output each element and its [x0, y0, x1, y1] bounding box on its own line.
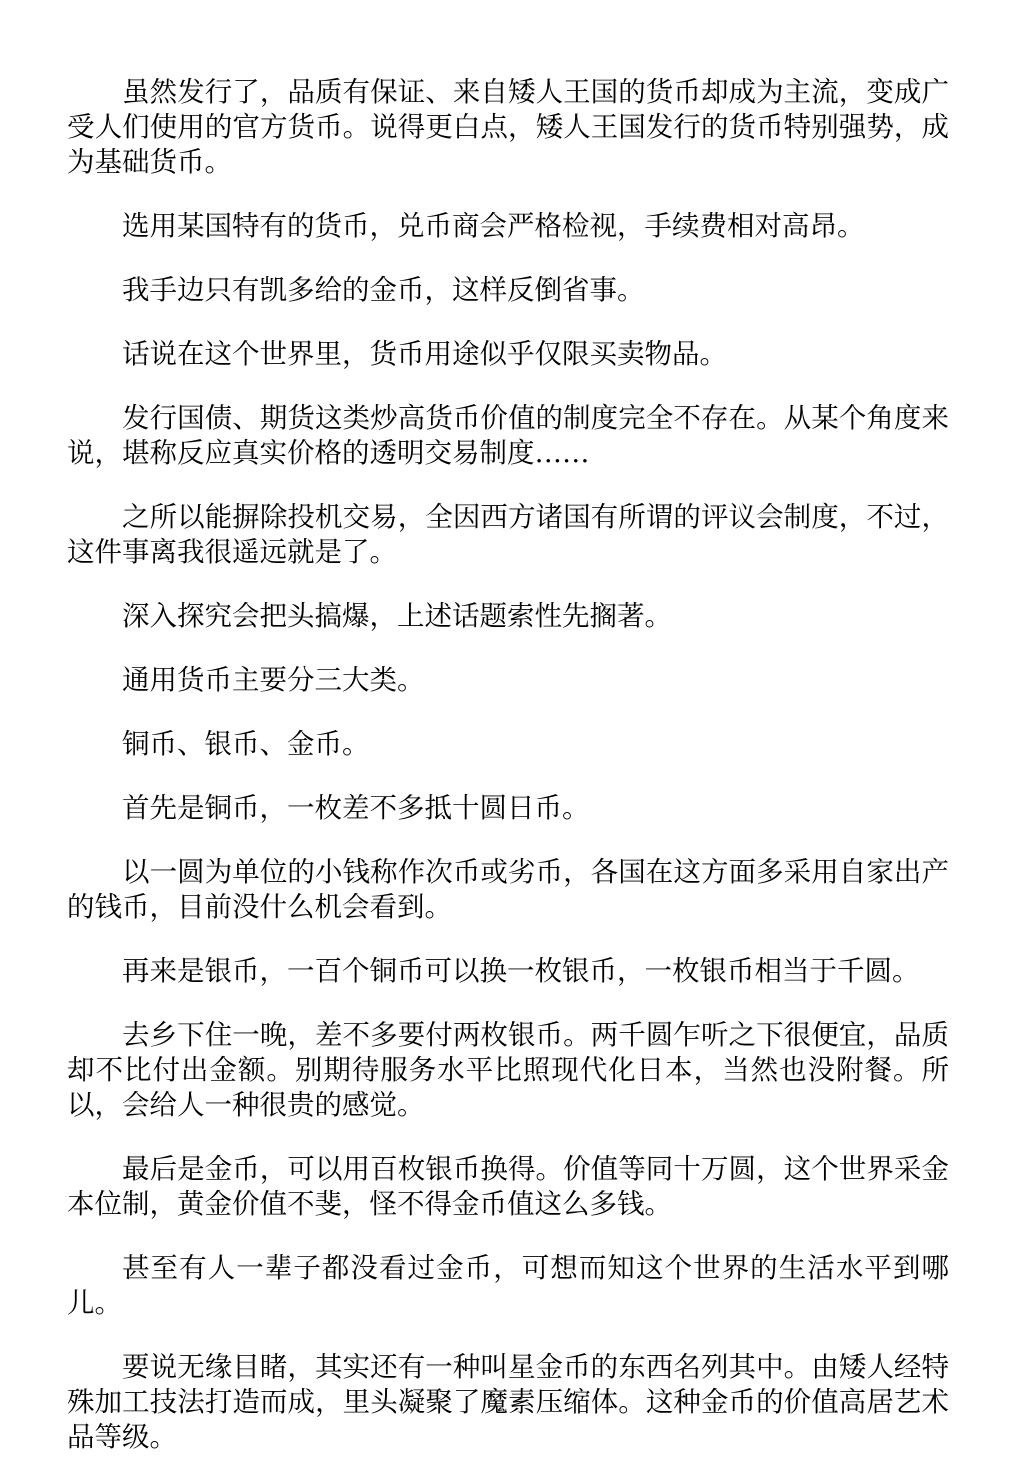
paragraph: 之所以能摒除投机交易，全因西方诸国有所谓的评议会制度，不过，这件事离我很遥远就是了。 — [67, 501, 949, 568]
paragraph: 虽然发行了，品质有保证、来自矮人王国的货币却成为主流，变成广受人们使用的官方货币。说得更白点，矮人王国发行的货币特别强势，成为基础货币。 — [67, 76, 949, 178]
paragraph: 以一圆为单位的小钱称作次币或劣币，各国在这方面多采用自家出产的钱币，目前没什么机会看到。 — [67, 856, 949, 923]
paragraph: 甚至有人一辈子都没看过金币，可想而知这个世界的生活水平到哪儿。 — [67, 1252, 949, 1319]
paragraph: 选用某国特有的货币，兑币商会严格检视，手续费相对高昂。 — [122, 210, 865, 242]
paragraph: 我手边只有凯多给的金币，这样反倒省事。 — [122, 274, 645, 306]
paragraph: 去乡下住一晚，差不多要付两枚银币。两千圆乍听之下很便宜，品质却不比付出金额。别期待服务水平比照现代化日本，当然也没附餐。所以，会给人一种很贵的感觉。 — [67, 1019, 949, 1121]
paragraph: 发行国债、期货这类炒高货币价值的制度完全不存在。从某个角度来说，堪称反应真实价格的透明交易制度…… — [67, 402, 949, 469]
paragraph: 再来是银币，一百个铜币可以换一枚银币，一枚银币相当于千圆。 — [122, 955, 920, 987]
document-body — [67, 75, 949, 1484]
paragraph: 首先是铜币，一枚差不多抵十圆日币。 — [122, 792, 590, 824]
paragraph: 最后是金币，可以用百枚银币换得。价值等同十万圆，这个世界采金本位制，黄金价值不斐，怪不得金币值这么多钱。 — [67, 1153, 949, 1220]
paragraph: 深入探究会把头搞爆，上述话题索性先搁著。 — [122, 600, 672, 632]
paragraph: 话说在这个世界里，货币用途似乎仅限买卖物品。 — [122, 338, 727, 370]
paragraph: 铜币、银币、金币。 — [122, 728, 370, 760]
paragraph: 要说无缘目睹，其实还有一种叫星金币的东西名列其中。由矮人经特殊加工技法打造而成，里头凝聚了魔素压缩体。这种金币的价值高居艺术品等级。 — [67, 1351, 949, 1453]
paragraph: 通用货币主要分三大类。 — [122, 664, 425, 696]
